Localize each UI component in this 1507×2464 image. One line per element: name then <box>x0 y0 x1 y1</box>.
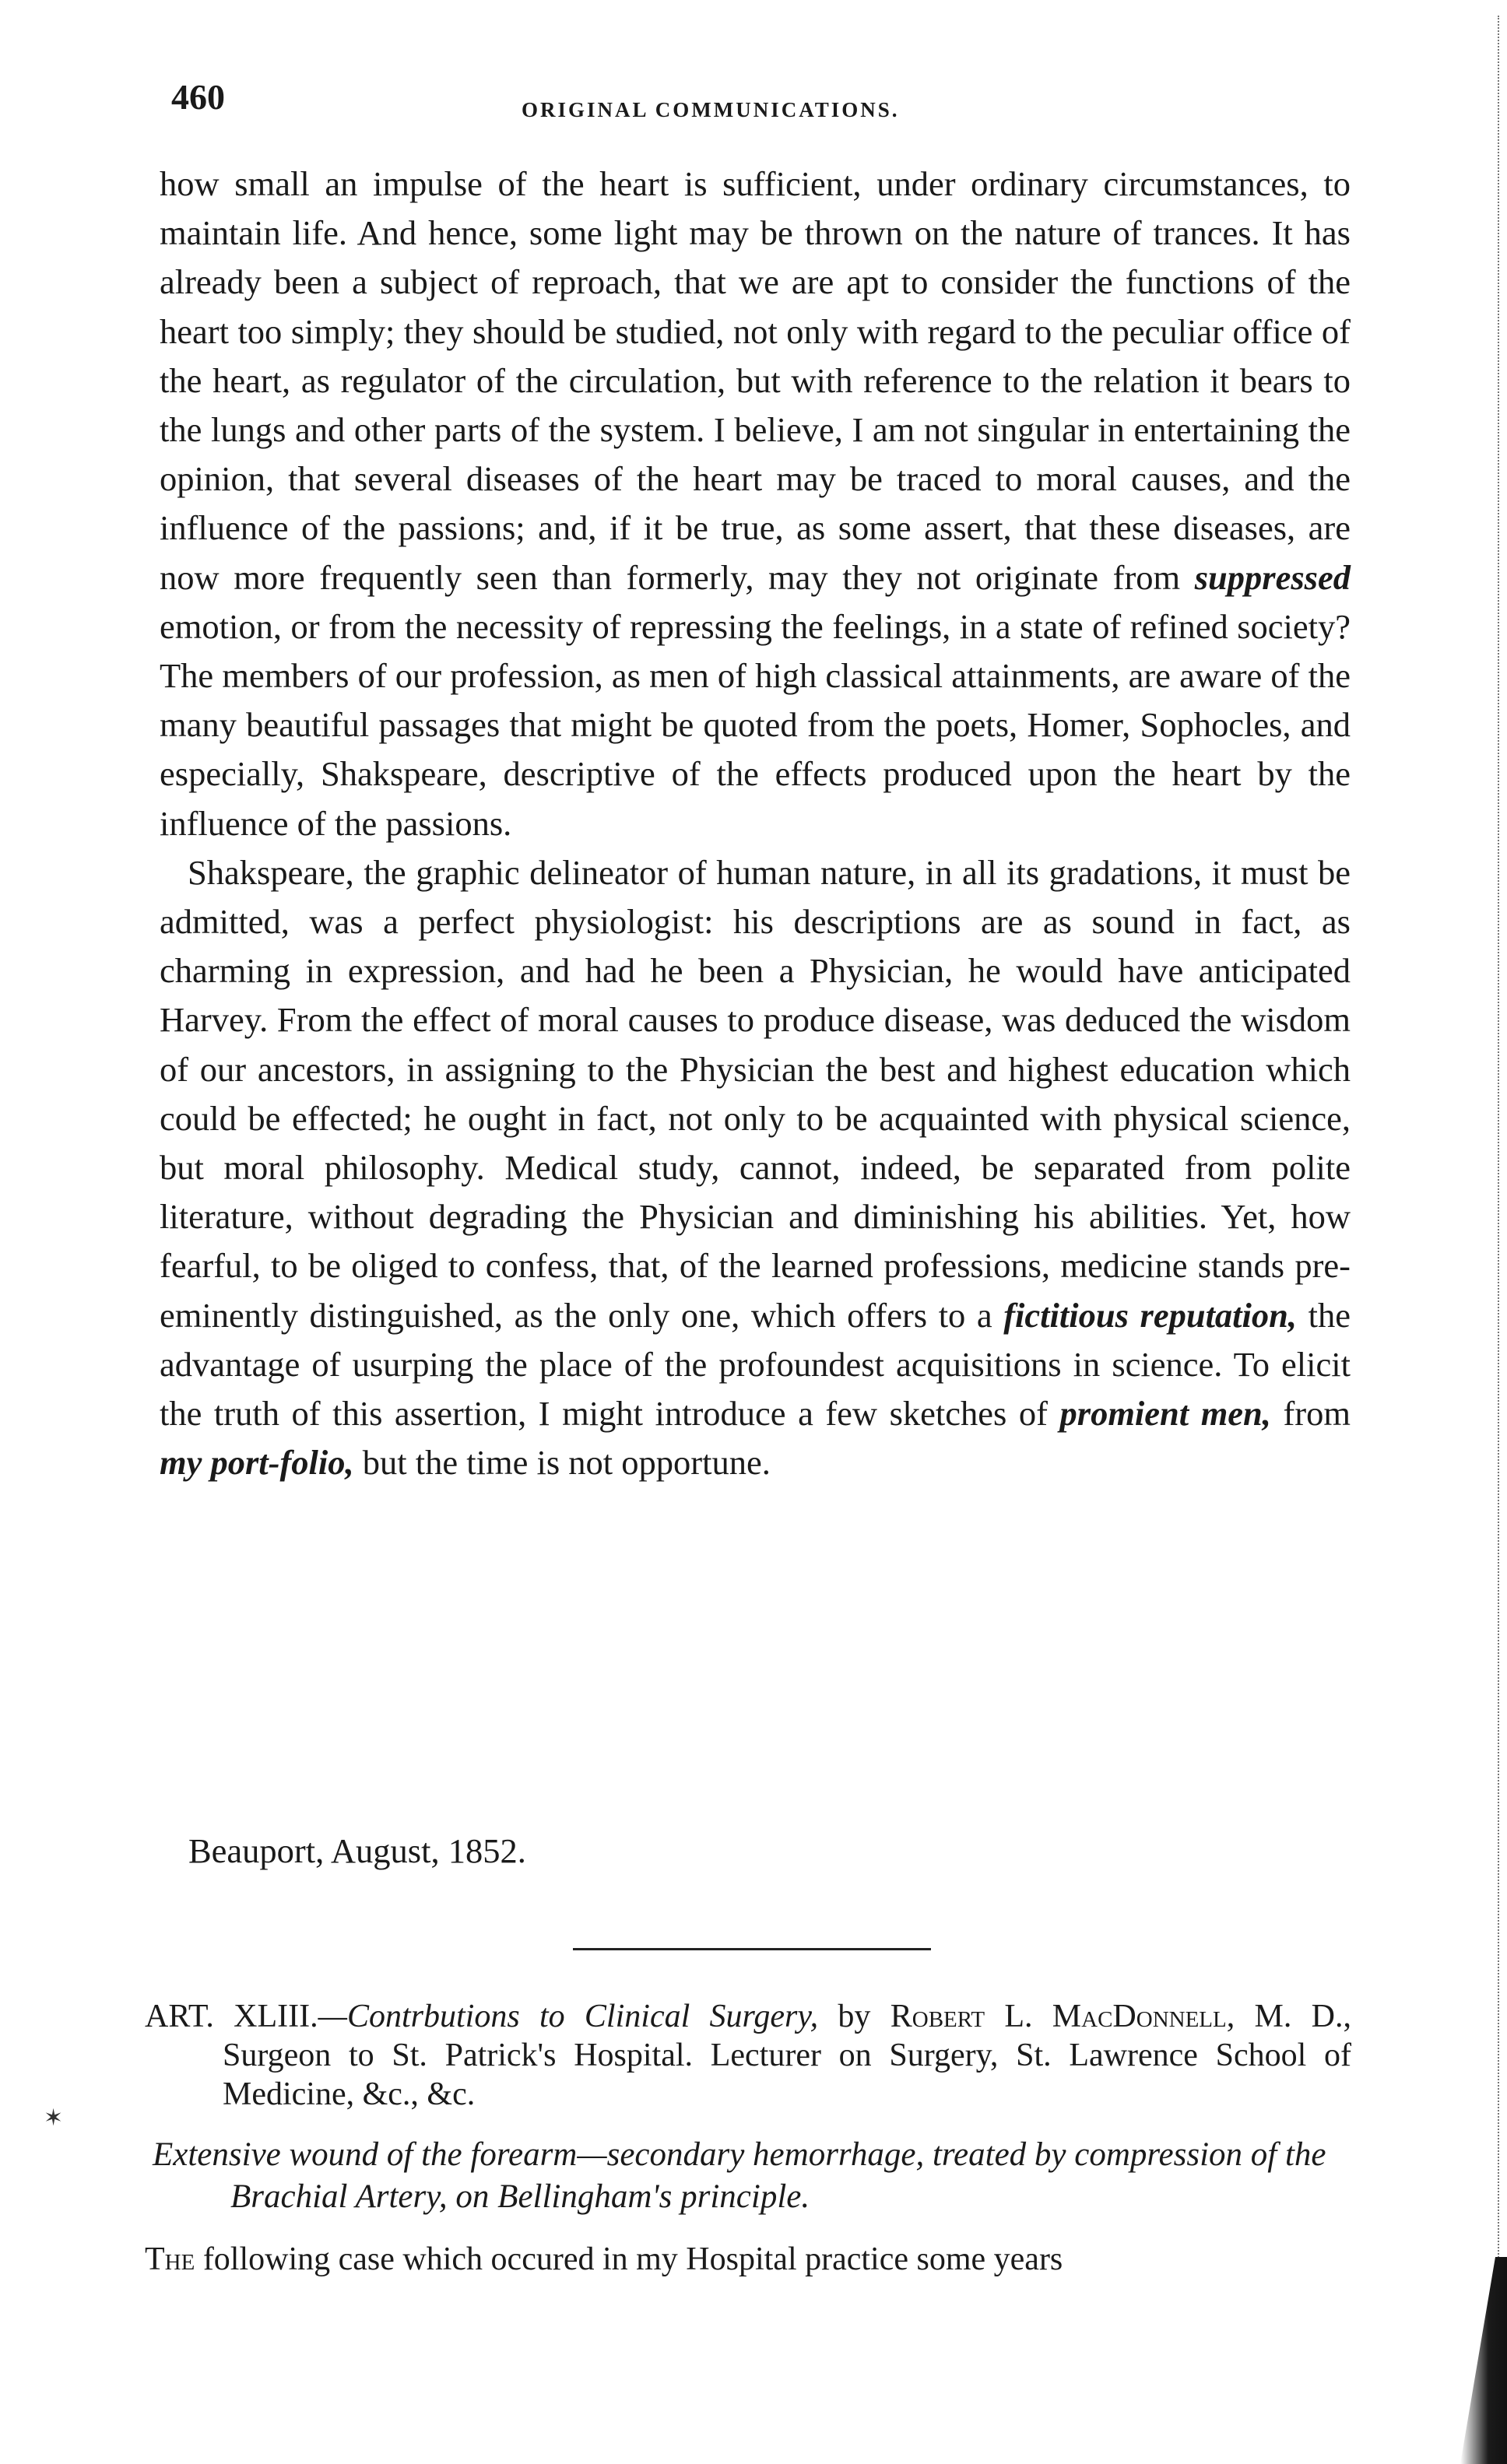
article-by: by <box>818 1999 890 2034</box>
paragraph-2-text-c: from <box>1270 1394 1351 1434</box>
page-number: 460 <box>171 77 225 117</box>
margin-mark-icon: ✶ <box>44 2105 64 2131</box>
page-edge-shadow <box>1498 16 1507 2459</box>
section-divider <box>573 1948 931 1950</box>
paragraph-1-text-a: how small an impulse of the heart is sufficient, under ordinary circumstances, to maintain life. And hence, some light may be thrown on the nature of trances. It has already been a subject of reproach, that we are apt to consider the functions of the heart too simply; they should be studied, not only with regard to the peculiar office of the heart, as regulator of the circulation, but with reference to the relation it bears to the lungs and other parts of the system. I believe, I am not singular in entertaining the opinion, that several diseases of the heart may be traced to moral causes, and the influence of the passions; and, if it be true, as some assert, that these diseases, are now more frequently seen than formerly, may they not originate from <box>160 164 1351 597</box>
body-text <box>160 160 1351 1487</box>
article-author: Robert L. MacDonnell, <box>890 1999 1235 2034</box>
paragraph-2-text-b: the advantage of usurping the place of the profoundest acquisitions in science. To elicit the truth of this assertion, I might introduce a few sketches of <box>160 1295 1351 1434</box>
paragraph-2-text-d: but the time is not opportune. <box>353 1443 771 1483</box>
paragraph-2-text-a: Shakspeare, the graphic delineator of human nature, in all its gradations, it must be admitted, was a perfect physiologist: his descriptions are as sound in fact, as charming in expression, and had he been a Physician, he would have anticipated Harvey. From the effect of moral causes to produce disease, was deduced the wisdom of our ancestors, in assigning to the Physician the best and highest education which could be effected; he ought in fact, not only to be acquainted with physical science, but moral philosophy. Medical study, cannot, indeed, be separated from polite literature, without degrading the Physician and diminishing his abilities. Yet, how fearful, to be oliged to confess, that, of the learned professions, medicine stands pre-eminently distinguished, as the only one, which offers to a <box>160 852 1351 1335</box>
paragraph-2-emphasis-c: my port-folio, <box>160 1443 354 1483</box>
article-number: ART. XLIII. <box>145 1999 318 2034</box>
paragraph-1-text-b: emotion, or from the necessity of repressing the feelings, in a state of refined society? The members of our profession, as men of high classical attainments, are aware of the many beautiful passages that might be quoted from the poets, Homer, Sophocles, and especially, Shakspeare, descriptive of the effects produced upon the heart by the influence of the passions. <box>160 606 1351 843</box>
paragraph-1 <box>160 160 1351 848</box>
case-opening-text: following case which occured in my Hospital practice some years <box>195 2241 1063 2277</box>
paragraph-2-emphasis-a: fictitious reputation, <box>1003 1295 1298 1335</box>
paragraph-2-emphasis-b: promient men, <box>1059 1394 1271 1434</box>
dateline: Beauport, August, 1852. <box>188 1831 526 1870</box>
running-title: ORIGINAL COMMUNICATIONS. <box>522 98 900 121</box>
case-title: Extensive wound of the forearm—secondary hemorrhage, treated by compression of the Brachial Artery, on Bellingham's principle. <box>153 2136 1326 2215</box>
case-opening <box>145 2238 1351 2280</box>
paragraph-2 <box>160 848 1351 1488</box>
case-opening-first-word: The <box>145 2241 195 2277</box>
article-affiliation: M. D., Surgeon to St. Patrick's Hospital. Lecturer on Surgery, St. Lawrence School of Medicine, &c., &c. <box>223 1999 1352 2112</box>
article-section <box>145 1997 1351 2280</box>
running-head <box>156 76 1354 123</box>
page-corner-shadow <box>1460 2257 1507 2464</box>
paragraph-1-emphasis: suppressed <box>1194 557 1351 597</box>
article-heading <box>145 1997 1351 2114</box>
article-title: —Contrbutions to Clinical Surgery, <box>318 1999 819 2034</box>
